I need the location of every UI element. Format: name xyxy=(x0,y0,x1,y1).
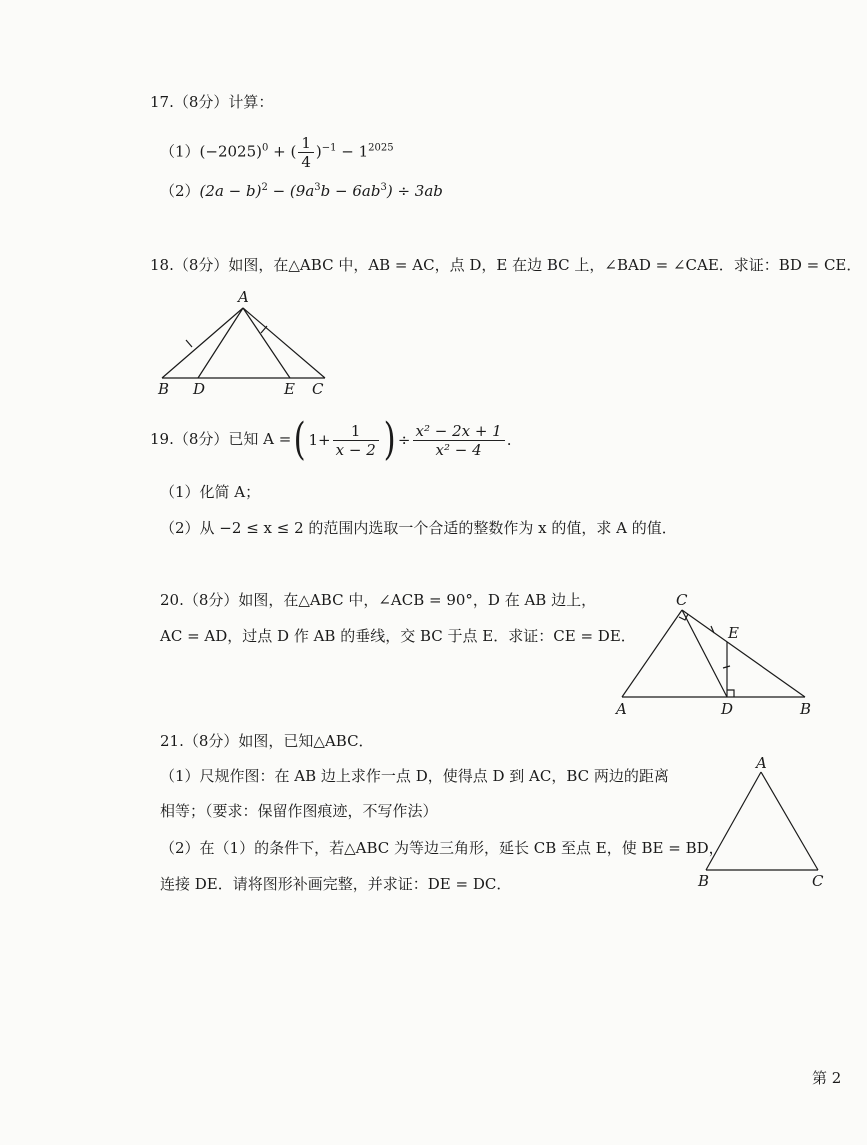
q21-part1b: 相等；（要求：保留作图痕迹，不写作法） xyxy=(160,802,438,820)
q20-line1: 20.（8分）如图，在△ABC 中，∠ACB = 90°，D 在 AB 边上， xyxy=(160,591,597,609)
q18-side-ab xyxy=(162,308,243,378)
q17-part1-label: （1） xyxy=(160,142,200,161)
q20-label-d: D xyxy=(721,700,734,718)
q21-figure xyxy=(690,752,830,892)
q17-p2-c-exp: 3 xyxy=(380,182,387,193)
q21-part2b: 连接 DE．请将图形补画完整，并求证：DE = DC． xyxy=(160,875,512,893)
q18-segment-ae xyxy=(243,308,290,378)
q17-part2-label: （2） xyxy=(160,182,200,200)
q18-label-a: A xyxy=(238,288,249,306)
q19-f1-den: x − 2 xyxy=(335,440,376,459)
page-number: 第 2 xyxy=(812,1069,842,1087)
q18-tick-ac xyxy=(261,326,267,333)
q17-frac-den: 4 xyxy=(301,153,311,171)
q20-side-ac xyxy=(622,610,682,697)
q18-segment-ad xyxy=(198,308,243,378)
q20-side-cb xyxy=(682,610,805,697)
q20-figure xyxy=(610,590,840,720)
q19-f2-den: x² − 4 xyxy=(435,440,482,459)
q18-tick-ab xyxy=(186,340,192,347)
q17-part2 xyxy=(160,178,443,201)
q21-title: 21.（8分）如图，已知△ABC． xyxy=(160,732,374,750)
q19-left-paren: ( xyxy=(293,414,306,465)
q21-part1a: （1）尺规作图：在 AB 边上求作一点 D，使得点 D 到 AC，BC 两边的距离 xyxy=(160,767,669,785)
q19-right-paren: ) xyxy=(383,414,396,465)
q20-segment-cd xyxy=(682,610,727,697)
q19-fraction-2 xyxy=(413,422,505,459)
q18-side-ac xyxy=(243,308,325,378)
q17-p1-a-exp: 0 xyxy=(262,142,269,154)
q17-title: 17.（8分）计算： xyxy=(150,93,274,111)
q17-p2-b-exp: 3 xyxy=(314,182,321,193)
q21-label-c: C xyxy=(812,872,824,890)
q17-p1-exp3: 2025 xyxy=(368,142,394,154)
q19-part2: （2）从 −2 ≤ x ≤ 2 的范围内选取一个合适的整数作为 x 的值，求 A 的值． xyxy=(160,519,677,537)
q19-prefix: 19.（8分）已知 A = xyxy=(150,430,292,448)
q19-f2-num: x² − 2x + 1 xyxy=(413,422,505,441)
q20-line2: AC = AD，过点 D 作 AB 的垂线，交 BC 于点 E．求证：CE = DE． xyxy=(160,627,636,645)
q17-p2-a-exp: 2 xyxy=(261,182,268,193)
q17-part1 xyxy=(160,134,394,171)
q19-part1: （1）化简 A； xyxy=(160,483,261,501)
q21-side-ab xyxy=(706,772,761,870)
q18-label-c: C xyxy=(312,380,324,398)
q20-label-b: B xyxy=(800,700,812,718)
q21-side-ac xyxy=(761,772,818,870)
q19-one-plus: 1+ xyxy=(308,431,331,449)
q19-fraction-1 xyxy=(333,422,379,459)
q19-f1-num: 1 xyxy=(333,422,379,441)
q21-label-a: A xyxy=(756,754,767,772)
q20-label-c: C xyxy=(676,591,688,609)
q19-formula xyxy=(150,415,512,465)
q17-fraction xyxy=(298,134,314,171)
q20-label-a: A xyxy=(616,700,627,718)
q18-label-e: E xyxy=(284,380,295,398)
q18-figure xyxy=(150,288,350,398)
q18-label-b: B xyxy=(158,380,170,398)
q18-label-d: D xyxy=(193,380,206,398)
q19-div: ÷ xyxy=(397,431,411,449)
q17-p2-b: − (9a xyxy=(267,182,315,200)
q17-p1-plus: + ( xyxy=(268,142,297,161)
q21-part2a: （2）在（1）的条件下，若△ABC 为等边三角形，延长 CB 至点 E，使 BE = BD， xyxy=(160,839,724,857)
q17-p1-exp2: −1 xyxy=(321,142,337,154)
q17-p2-d: ) ÷ 3ab xyxy=(386,182,443,200)
q17-p1-minus: − 1 xyxy=(336,142,369,161)
q17-p2-c: b − 6ab xyxy=(320,182,381,200)
q17-p2-a: (2a − b) xyxy=(199,182,262,200)
q17-p1-close: ) xyxy=(315,142,322,161)
q20-right-angle-d xyxy=(727,690,734,697)
q17-frac-num: 1 xyxy=(298,134,314,153)
q19-end: . xyxy=(506,431,512,449)
q17-p1-a: (−2025) xyxy=(199,142,262,161)
q21-label-b: B xyxy=(698,872,710,890)
q20-label-e: E xyxy=(728,624,739,642)
q18-text: 18.（8分）如图，在△ABC 中，AB = AC，点 D，E 在边 BC 上，∠BAD = ∠CAE．求证：BD = CE． xyxy=(150,256,862,274)
